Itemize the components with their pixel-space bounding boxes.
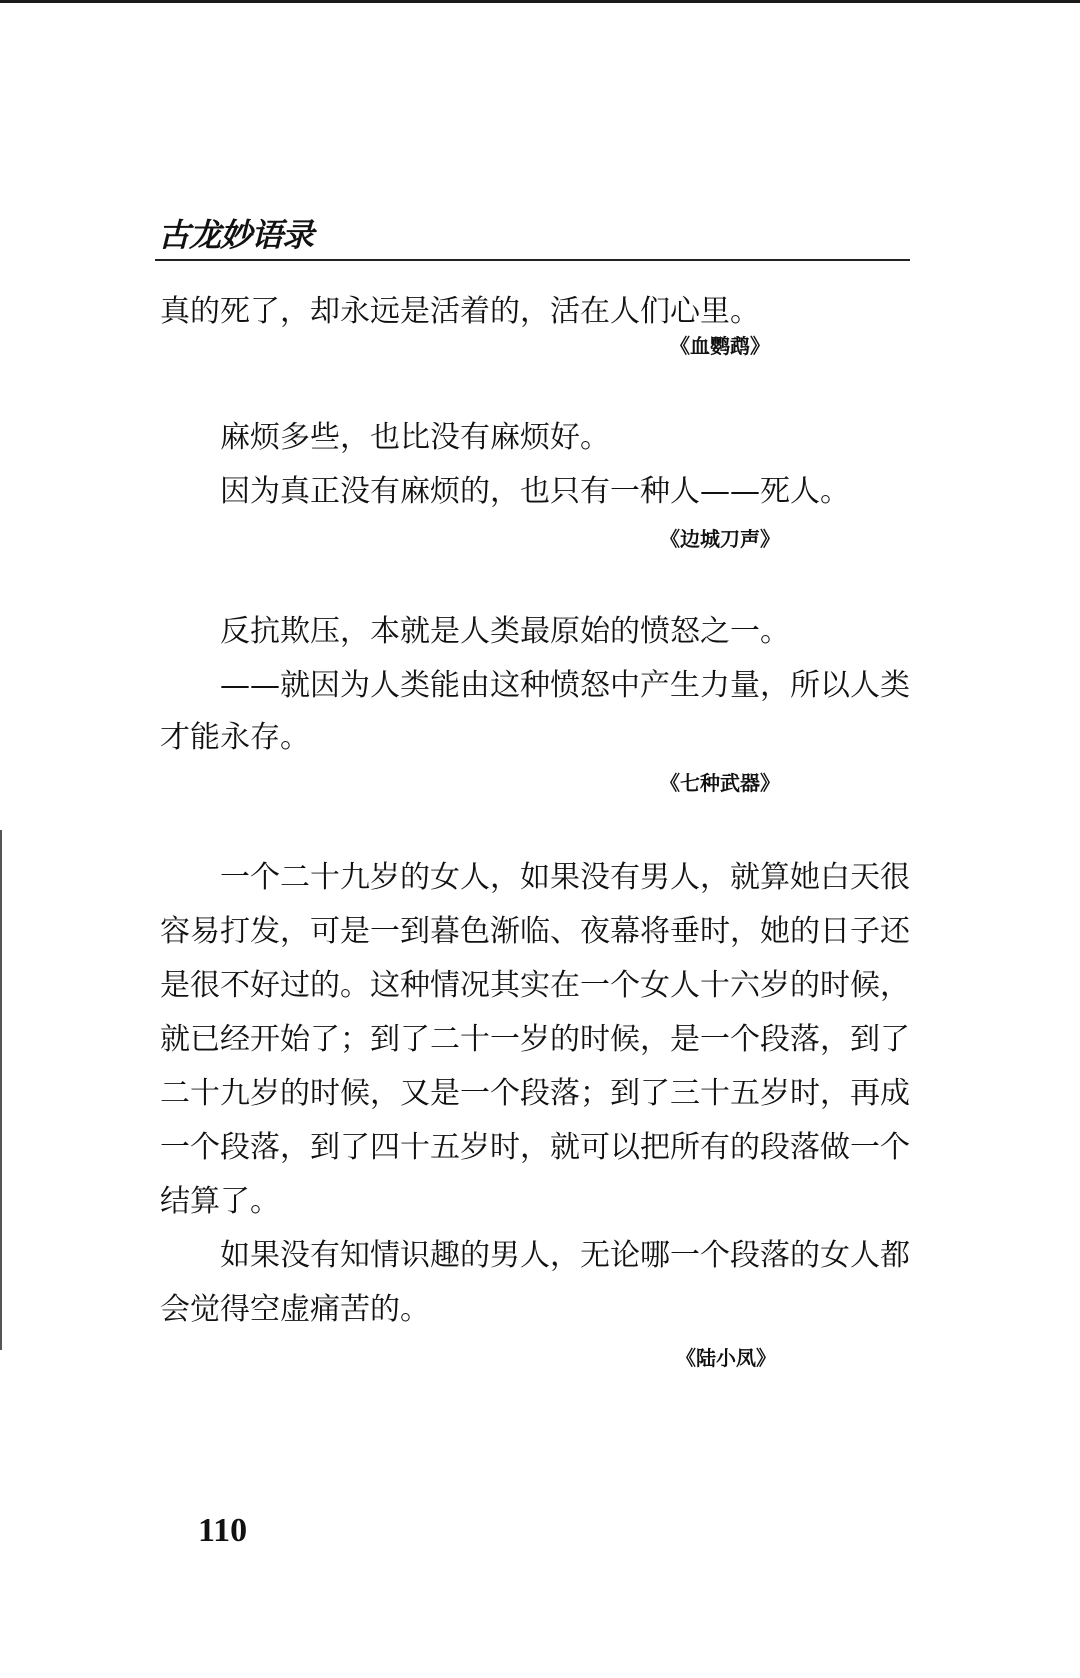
quote-4-line-4: 就已经开始了；到了二十一岁的时候，是一个段落，到了 bbox=[160, 1022, 910, 1057]
quote-2-line-2: 因为真正没有麻烦的，也只有一种人——死人。 bbox=[220, 474, 850, 509]
quote-4-line-6: 一个段落，到了四十五岁时，就可以把所有的段落做一个 bbox=[160, 1130, 910, 1165]
quote-4-source: 《陆小凤》 bbox=[676, 1346, 776, 1370]
top-edge-rule bbox=[0, 0, 1080, 3]
quote-3-line-3: 才能永存。 bbox=[160, 720, 310, 755]
quote-1-line-1: 真的死了，却永远是活着的，活在人们心里。 bbox=[160, 294, 760, 329]
page-number: 110 bbox=[198, 1512, 248, 1549]
quote-2-line-1: 麻烦多些，也比没有麻烦好。 bbox=[220, 420, 610, 455]
quote-4-line-7: 结算了。 bbox=[160, 1184, 280, 1219]
quote-3-source: 《七种武器》 bbox=[660, 771, 780, 795]
quote-4-line-8: 如果没有知情识趣的男人，无论哪一个段落的女人都 bbox=[220, 1238, 910, 1273]
quote-4-line-3: 是很不好过的。这种情况其实在一个女人十六岁的时候， bbox=[160, 968, 910, 1003]
quote-3-line-1: 反抗欺压，本就是人类最原始的愤怒之一。 bbox=[220, 614, 790, 649]
quote-4-line-2: 容易打发，可是一到暮色渐临、夜幕将垂时，她的日子还 bbox=[160, 914, 910, 949]
quote-4-line-5: 二十九岁的时候，又是一个段落；到了三十五岁时，再成 bbox=[160, 1076, 910, 1111]
header-rule bbox=[155, 259, 910, 261]
quote-1-source: 《血鹦鹉》 bbox=[670, 334, 770, 358]
quote-4-line-1: 一个二十九岁的女人，如果没有男人，就算她白天很 bbox=[220, 860, 910, 895]
quote-2-source: 《边城刀声》 bbox=[660, 527, 780, 551]
running-header-title: 古龙妙语录 bbox=[158, 216, 314, 254]
quote-4-line-9: 会觉得空虚痛苦的。 bbox=[160, 1292, 430, 1327]
left-edge-rule bbox=[0, 830, 2, 1350]
quote-3-line-2: ——就因为人类能由这种愤怒中产生力量，所以人类 bbox=[220, 668, 910, 703]
